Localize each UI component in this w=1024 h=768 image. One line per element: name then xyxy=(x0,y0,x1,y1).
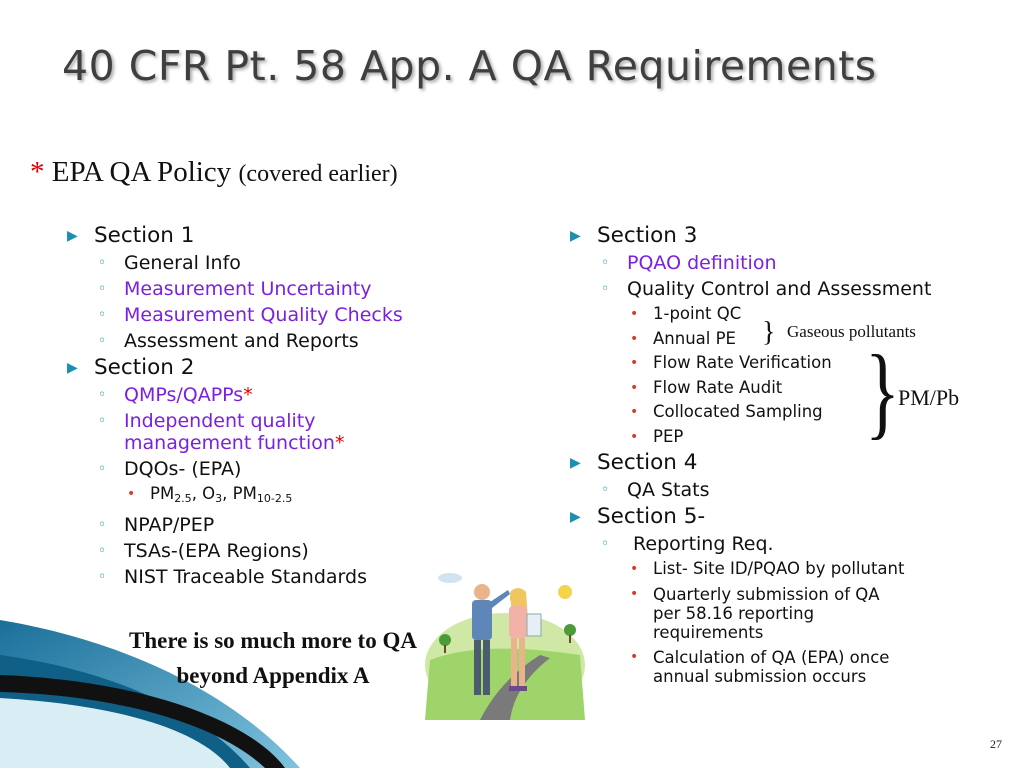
list-item: ◦ Independent quality management function* xyxy=(98,410,345,454)
dot-bullet-icon: • xyxy=(630,330,639,347)
section-5-heading: ▶ Section 5- xyxy=(570,504,706,529)
circle-bullet-icon: ◦ xyxy=(601,536,610,552)
dot-bullet-icon: • xyxy=(630,648,639,665)
list-item: ◦ General Info xyxy=(98,252,241,274)
dot-bullet-icon: • xyxy=(630,355,639,371)
list-item: ◦ Measurement Quality Checks xyxy=(98,304,403,326)
list-item: ◦ Assessment and Reports xyxy=(98,330,359,352)
check-item: • 1-point QC xyxy=(565,302,1005,327)
check-item: • PEP xyxy=(565,425,1005,450)
arrow-bullet-icon: ▶ xyxy=(67,228,78,244)
detail-item: • List- Site ID/PQAO by pollutant xyxy=(565,557,1005,582)
section-4-heading: ▶ Section 4 xyxy=(570,450,698,475)
list-item: ◦ NIST Traceable Standards xyxy=(98,565,367,588)
circle-bullet-icon: ◦ xyxy=(601,255,610,271)
circle-bullet-icon: ◦ xyxy=(98,387,107,403)
arrow-bullet-icon: ▶ xyxy=(67,360,78,376)
arrow-bullet-icon: ▶ xyxy=(570,509,581,525)
dot-bullet-icon: • xyxy=(630,379,639,396)
list-item: ◦ DQOs- (EPA) xyxy=(98,458,242,480)
left-column xyxy=(62,222,482,590)
arrow-bullet-icon: ▶ xyxy=(570,455,581,471)
check-item: • Annual PE xyxy=(565,327,1005,352)
circle-bullet-icon: ◦ xyxy=(98,307,107,323)
arrow-bullet-icon: ▶ xyxy=(570,228,581,244)
policy-star: * xyxy=(30,156,45,188)
circle-bullet-icon: ◦ xyxy=(98,333,107,349)
circle-bullet-icon: ◦ xyxy=(98,413,107,429)
slide-title: 40 CFR Pt. 58 App. A QA Requirements xyxy=(62,42,877,90)
circle-bullet-icon: ◦ xyxy=(98,281,107,297)
dot-bullet-icon: • xyxy=(630,561,639,577)
circle-bullet-icon: ◦ xyxy=(98,461,107,477)
page-number: 27 xyxy=(990,737,1002,751)
circle-bullet-icon: ◦ xyxy=(601,482,610,498)
circle-bullet-icon: ◦ xyxy=(601,281,610,297)
list-item: ◦ Quality Control and Assessment xyxy=(601,278,932,300)
list-item: ◦ Reporting Req. xyxy=(601,533,774,555)
pollutant-list: • $PM_{2.5}$, $O_3$, $PM_{10-2.5}$ xyxy=(127,484,293,505)
dot-bullet-icon: • xyxy=(630,585,639,602)
people-looking-clipart xyxy=(420,570,590,720)
dot-bullet-icon: • xyxy=(630,428,639,445)
list-item: ◦ PQAO definition xyxy=(601,252,777,274)
section-3-heading: ▶ Section 3 xyxy=(570,223,698,248)
policy-line xyxy=(30,156,398,189)
circle-bullet-icon: ◦ xyxy=(98,542,107,559)
dot-bullet-icon: • xyxy=(127,486,136,502)
check-item: • Flow Rate Audit xyxy=(565,376,1005,401)
circle-bullet-icon: ◦ xyxy=(98,516,107,533)
detail-item: • Calculation of QA (EPA) once annual submission occurs xyxy=(630,647,890,686)
closing-remark: There is so much more to QA beyond Appendix A xyxy=(129,628,417,688)
policy-text: EPA QA Policy xyxy=(44,156,239,188)
list-item: ◦ NPAP/PEP xyxy=(98,513,215,536)
gaseous-annotation: Gaseous pollutants xyxy=(787,322,916,341)
policy-note: (covered earlier) xyxy=(238,161,398,187)
circle-bullet-icon: ◦ xyxy=(98,255,107,271)
list-item: ◦ QA Stats xyxy=(601,479,710,501)
circle-bullet-icon: ◦ xyxy=(98,568,107,585)
dot-bullet-icon: • xyxy=(630,404,639,420)
check-item: • Flow Rate Verification xyxy=(565,351,1005,376)
list-item: ◦ QMPs/QAPPs* xyxy=(98,384,253,406)
right-column xyxy=(565,222,1005,689)
dot-bullet-icon: • xyxy=(630,306,639,322)
detail-item: • Quarterly submission of QA per 58.16 reporting requirements xyxy=(630,584,880,642)
list-item: ◦ Measurement Uncertainty xyxy=(98,278,372,300)
section-2-heading: ▶ Section 2 xyxy=(67,355,195,380)
section-1-heading: ▶ Section 1 xyxy=(67,223,195,248)
small-brace-icon: } xyxy=(762,317,776,348)
large-brace-icon: } xyxy=(865,334,900,449)
list-item: ◦ TSAs-(EPA Regions) xyxy=(98,539,309,562)
check-item: • Collocated Sampling xyxy=(565,400,1005,425)
pmpb-annotation: PM/Pb xyxy=(898,385,960,410)
